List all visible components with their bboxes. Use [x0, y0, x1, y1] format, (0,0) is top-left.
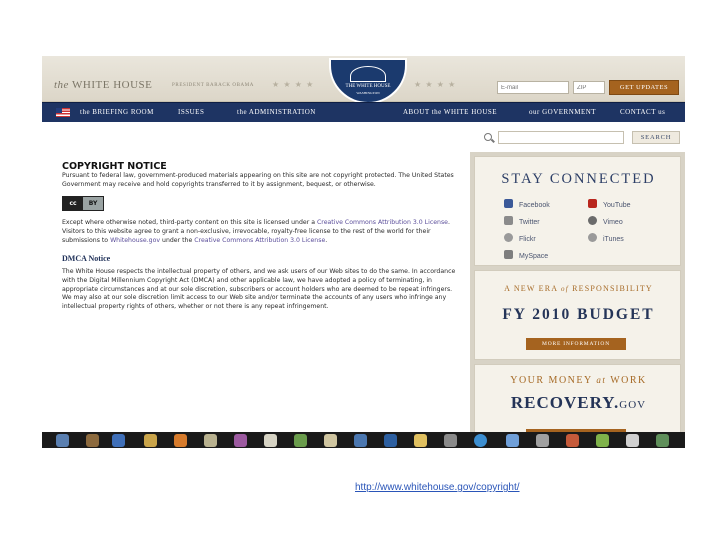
cc-license-link[interactable]: Creative Commons Attribution 3.0 License — [316, 219, 448, 227]
social-facebook[interactable] — [504, 199, 550, 209]
dock-app-icon[interactable] — [234, 434, 247, 447]
dock-app-icon[interactable] — [112, 434, 125, 447]
budget-title: FY 2010 BUDGET — [502, 306, 655, 323]
browser-screenshot — [42, 56, 685, 448]
money-text-2: WORK — [610, 375, 647, 386]
social-twitter[interactable] — [504, 216, 540, 226]
social-vimeo[interactable] — [588, 216, 623, 226]
search-icon — [484, 133, 492, 141]
brand-name: WHITE HOUSE — [72, 79, 153, 91]
itunes-icon — [588, 233, 597, 242]
vimeo-icon — [588, 216, 597, 225]
money-text-at: at — [596, 375, 607, 385]
money-text-1: YOUR MONEY — [510, 375, 593, 386]
nav-item-about[interactable]: ABOUT the WHITE HOUSE — [403, 108, 498, 116]
dock-trash-icon[interactable] — [656, 434, 669, 447]
license-text-2: . Visitors to this website agree to grant a non-exclusive, irrevocable, royalty-free license to the rest of the world for their submissions to — [62, 219, 450, 244]
social-myspace[interactable] — [504, 250, 548, 260]
decorative-stars-right: ★ ★ ★ ★ — [414, 80, 457, 89]
dock-app-icon[interactable] — [626, 434, 639, 447]
dock-app-icon[interactable] — [324, 434, 337, 447]
license-text-3: under the — [160, 236, 195, 244]
dock-app-icon[interactable] — [596, 434, 609, 447]
social-label: Facebook — [519, 202, 550, 209]
recovery-gov-text: GOV — [619, 399, 647, 411]
site-logo-text[interactable] — [54, 79, 152, 91]
brand-subtitle: PRESIDENT BARACK OBAMA — [172, 83, 255, 88]
dock-app-icon[interactable] — [264, 434, 277, 447]
seal-title: THE WHITE HOUSE — [345, 84, 391, 89]
social-label: MySpace — [519, 253, 549, 260]
cc-logo-icon: cc — [63, 197, 83, 210]
dock-app-icon[interactable] — [144, 434, 157, 447]
email-field[interactable] — [497, 81, 569, 94]
dock-app-icon[interactable] — [294, 434, 307, 447]
decorative-stars-left: ★ ★ ★ ★ — [272, 80, 315, 89]
social-flickr[interactable] — [504, 233, 536, 243]
new-era-heading — [475, 284, 682, 293]
era-text-1: A NEW ERA — [504, 284, 558, 293]
white-house-seal[interactable] — [329, 58, 407, 104]
myspace-icon — [504, 250, 513, 259]
recovery-gov-logo — [475, 393, 682, 413]
mac-dock — [42, 432, 685, 448]
your-money-heading — [475, 375, 682, 386]
dock-finder-icon[interactable] — [56, 434, 69, 447]
nav-item-issues[interactable]: ISSUES — [178, 108, 205, 116]
social-itunes[interactable] — [588, 233, 624, 243]
search-input[interactable] — [498, 131, 624, 144]
main-nav — [42, 102, 685, 122]
dock-app-icon[interactable] — [86, 434, 99, 447]
dock-app-icon[interactable] — [566, 434, 579, 447]
youtube-icon — [588, 199, 597, 208]
nav-item-contact[interactable]: CONTACT us — [620, 108, 666, 116]
social-label: Vimeo — [603, 219, 623, 226]
twitter-icon — [504, 216, 513, 225]
social-label: YouTube — [603, 202, 631, 209]
nav-item-briefing-room[interactable]: the BRIEFING ROOM — [80, 108, 154, 116]
flickr-icon — [504, 233, 513, 242]
brand-the: the — [54, 79, 69, 91]
nav-item-government[interactable]: our GOVERNMENT — [529, 108, 597, 116]
recovery-text: RECOVERY. — [510, 393, 620, 412]
budget-more-info-button[interactable]: MORE INFORMATION — [526, 338, 626, 350]
nav-item-administration[interactable]: the ADMINISTRATION — [237, 108, 316, 116]
page-url-caption[interactable]: http://www.whitehouse.gov/copyright/ — [355, 482, 520, 493]
social-youtube[interactable] — [588, 199, 631, 209]
social-label: Flickr — [519, 236, 536, 243]
us-flag-icon — [56, 108, 70, 117]
zip-field[interactable] — [573, 81, 605, 94]
social-label: iTunes — [603, 236, 624, 243]
dmca-heading: DMCA Notice — [62, 253, 111, 263]
stay-connected-title: STAY CONNECTED — [501, 171, 656, 187]
dock-app-icon[interactable] — [204, 434, 217, 447]
dock-app-icon[interactable] — [506, 434, 519, 447]
license-text-4: . — [325, 236, 328, 244]
stay-connected-panel — [474, 156, 681, 266]
main-content — [62, 162, 457, 312]
budget-panel[interactable] — [474, 270, 681, 360]
seal-subtitle: WASHINGTON — [356, 91, 380, 95]
attribution-icon: BY — [83, 197, 103, 210]
dock-app-icon[interactable] — [384, 434, 397, 447]
search-bar — [470, 128, 685, 148]
facebook-icon — [504, 199, 513, 208]
dock-app-icon[interactable] — [536, 434, 549, 447]
page-title: COPYRIGHT NOTICE — [62, 161, 167, 172]
site-header — [42, 56, 685, 102]
whitehouse-gov-link[interactable]: Whitehouse.gov — [110, 236, 161, 244]
copyright-paragraph: Pursuant to federal law, government-produced materials appearing on this site are not copyright protected. The United States Government may receive and hold copyrights transferred to it by assignment, bequest, or otherwise. — [62, 172, 454, 188]
search-button[interactable]: SEARCH — [632, 131, 680, 144]
dmca-paragraph: The White House respects the intellectual property of others, and we ask users of our Web sites to do the same. In accordance with the Digital Millennium Copyright Act (DMCA) and other applicable law, we have adopted a policy of terminating, in appropriate circumstances and at our sole discretion, subscribers or account holders who are deemed to be repeat infringers. We may also at our sole discretion limit access to our Web site and/or terminate the accounts of any users who infringe any intellectual property rights of others, whether or not there is any repeat infringement. — [62, 268, 456, 311]
get-updates-button[interactable]: GET UPDATES — [609, 80, 679, 95]
dock-app-icon[interactable] — [414, 434, 427, 447]
dock-app-icon[interactable] — [444, 434, 457, 447]
dock-safari-icon[interactable] — [474, 434, 487, 447]
license-paragraph — [62, 219, 457, 245]
sidebar — [470, 152, 685, 448]
dock-app-icon[interactable] — [354, 434, 367, 447]
dock-app-icon[interactable] — [174, 434, 187, 447]
creative-commons-badge[interactable] — [62, 196, 104, 211]
era-text-of: of — [561, 285, 569, 293]
social-label: Twitter — [519, 219, 540, 226]
era-text-2: RESPONSIBILITY — [572, 284, 653, 293]
cc-license-link-2[interactable]: Creative Commons Attribution 3.0 License — [194, 236, 326, 244]
white-house-icon — [350, 66, 386, 82]
license-text-1: Except where otherwise noted, third-party content on this site is licensed under a — [62, 219, 317, 227]
